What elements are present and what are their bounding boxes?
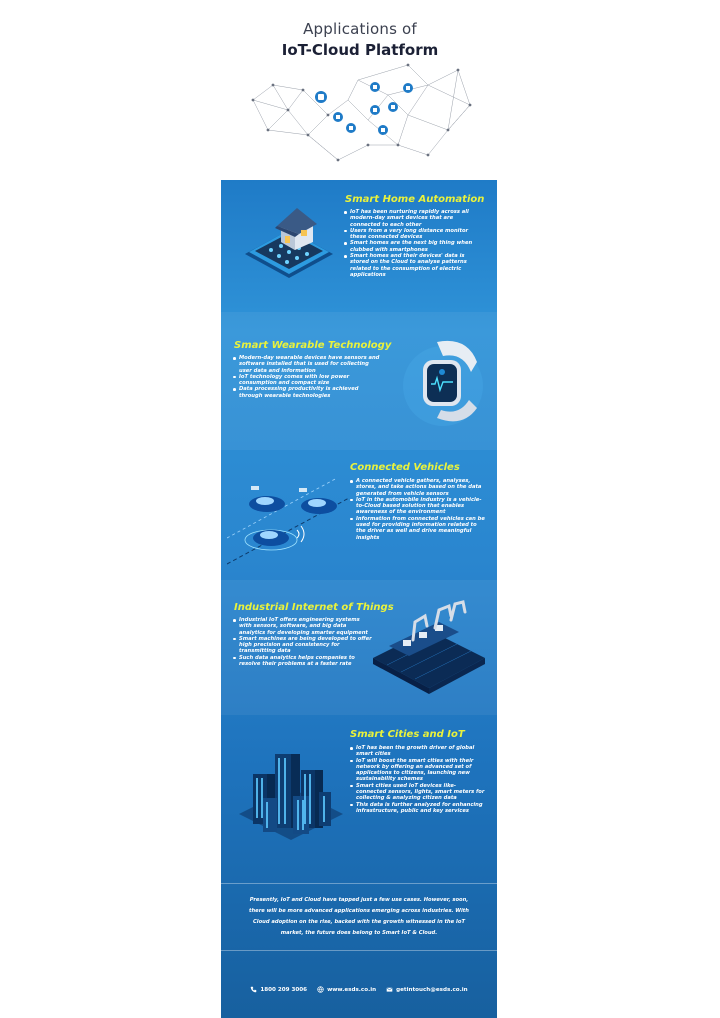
footer-email-text: getintouch@esds.co.in bbox=[396, 986, 468, 993]
footer-email[interactable] bbox=[386, 986, 468, 993]
closing-statement: Presently, IoT and Cloud have tapped just a few use cases. However, soon, there will be more advanced applications emerging across industries. With Cloud adoption on the rise, backed with the growth witnessed in the IoT market, the future does belong to Smart IoT & Cloud. bbox=[249, 897, 469, 936]
list-item: Users from a very long distance monitor these connected devices bbox=[343, 228, 483, 241]
connected-vehicles-illustration bbox=[227, 478, 349, 566]
network-graphic bbox=[248, 60, 478, 168]
industrial-iot-illustration bbox=[369, 600, 487, 696]
list-item: Modern-day wearable devices have sensors and software installed that is used for collecting user data and information bbox=[232, 355, 382, 374]
section-industrial bbox=[221, 580, 497, 715]
list-item: Smart homes and their devices' data is stored on the Cloud to analyse patterns related to the consumption of electric applications bbox=[343, 253, 483, 278]
phone-icon bbox=[250, 986, 257, 993]
header-title: IoT-Cloud Platform bbox=[281, 41, 439, 59]
footer-phone-text: 1800 209 3006 bbox=[260, 986, 308, 993]
car-2 bbox=[301, 498, 337, 514]
wearable-bullets bbox=[232, 355, 382, 399]
mail-icon bbox=[386, 986, 393, 993]
list-item: Data processing productivity is achieved through wearable technologies bbox=[232, 386, 382, 399]
network-node-icons bbox=[315, 82, 413, 135]
section-wearable bbox=[221, 312, 497, 450]
smart-home-bullets bbox=[343, 209, 483, 278]
car-1 bbox=[249, 496, 285, 512]
footer-website-text: www.esds.co.in bbox=[327, 986, 377, 993]
vehicles-title: Connected Vehicles bbox=[350, 462, 460, 473]
smartwatch-illustration bbox=[397, 332, 487, 432]
vehicles-bullets bbox=[349, 478, 485, 541]
list-item: Smart homes are the next big thing when clubbed with smartphones bbox=[343, 240, 483, 253]
smart-cities-title: Smart Cities and IoT bbox=[350, 729, 465, 740]
list-item: Smart cities used IoT devices like- connected sensors, lights, smart meters for collecting & analyzing citizen data bbox=[349, 783, 485, 802]
section-smart-home bbox=[221, 180, 497, 312]
list-item: Smart machines are being developed to offer high precision and consistency for transmitting data bbox=[232, 636, 372, 655]
footer-phone[interactable] bbox=[250, 986, 307, 993]
list-item: IoT in the automobile industry is a vehicle-to-Cloud based solution that enables awareness of the environment bbox=[349, 497, 485, 516]
footer-website[interactable] bbox=[317, 986, 376, 993]
list-item: Such data analytics helps companies to resolve their problems at a faster rate bbox=[232, 655, 372, 668]
list-item: Industrial IoT offers engineering systems with sensors, software, and big data analytics for developing smarter equipment bbox=[232, 617, 372, 636]
smart-home-illustration bbox=[235, 202, 343, 280]
section-vehicles bbox=[221, 450, 497, 580]
list-item: IoT technology comes with low power consumption and compact size bbox=[232, 374, 382, 387]
header-subtitle: Applications of bbox=[303, 20, 417, 38]
smart-city-illustration bbox=[235, 740, 347, 852]
list-item: Information from connected vehicles can be used for providing information related to the driver as well and drive meaningful insights bbox=[349, 516, 485, 541]
list-item: IoT will boost the smart cities with their network by offering an advanced set of applications to citizens, launching new sustainability schemes bbox=[349, 758, 485, 783]
car-3 bbox=[253, 530, 289, 546]
list-item: A connected vehicle gathers, analyses, stores, and take actions based on the data generated from vehicle sensors bbox=[349, 478, 485, 497]
page-header bbox=[0, 20, 720, 59]
globe-icon bbox=[317, 986, 324, 993]
wearable-title: Smart Wearable Technology bbox=[234, 340, 392, 351]
list-item: This data is further analyzed for enhancing infrastructure, public and key services bbox=[349, 802, 485, 815]
smart-cities-bullets bbox=[349, 745, 485, 814]
divider bbox=[221, 950, 497, 951]
industrial-bullets bbox=[232, 617, 372, 667]
list-item: IoT has been the growth driver of global smart cities bbox=[349, 745, 485, 758]
infographic-poster bbox=[221, 180, 497, 1018]
industrial-title: Industrial Internet of Things bbox=[234, 602, 394, 613]
smart-home-title: Smart Home Automation bbox=[345, 194, 485, 205]
divider bbox=[221, 883, 497, 884]
section-smart-cities bbox=[221, 715, 497, 880]
list-item: IoT has been nurturing rapidly across all modern-day smart devices that are connected to each other bbox=[343, 209, 483, 228]
contact-footer bbox=[221, 986, 497, 993]
